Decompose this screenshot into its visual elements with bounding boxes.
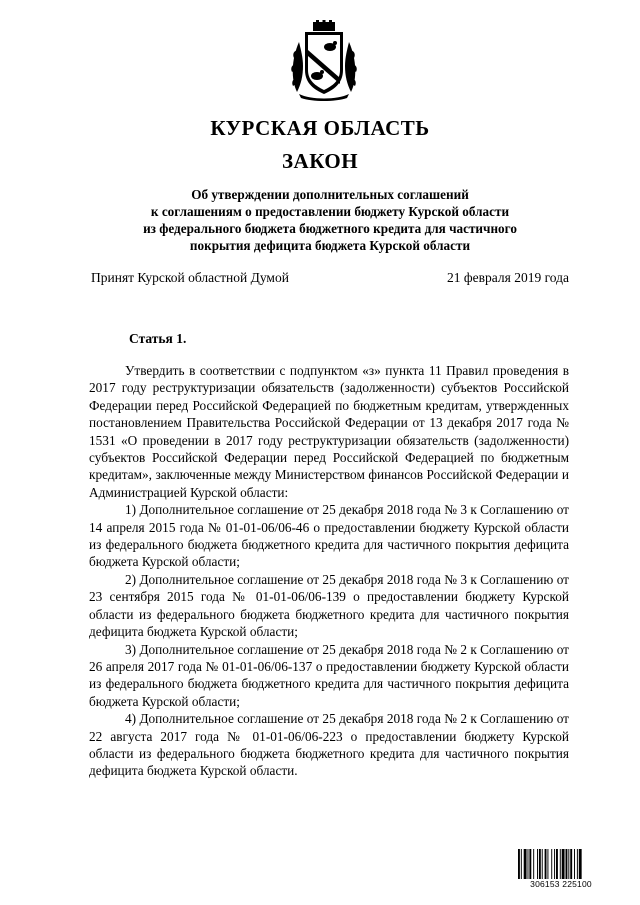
article-body (89, 362, 569, 780)
adoption-line (91, 270, 569, 288)
barcode-number: 306153 225100 (518, 879, 604, 889)
title-line: из федерального бюджета бюджетного кредита для частичного (143, 221, 517, 236)
title-line: к соглашениям о предоставлении бюджету Курской области (150, 204, 510, 219)
list-item: 4) Дополнительное соглашение от 25 декабря 2018 года № 2 к Соглашению от 22 августа 2017 года № 01-01-06/06-223 о предоставлении бюджету Курской области из федерального бюджета бюджетного кредита для частичного покрытия дефицита бюджета Курской области. (89, 711, 569, 779)
region-name: КУРСКАЯ ОБЛАСТЬ (210, 116, 430, 140)
document-title (100, 186, 560, 254)
adopted-by: Принят Курской областной Думой (91, 270, 289, 285)
title-line: Об утверждении дополнительных соглашений (191, 187, 469, 202)
coat-of-arms-icon (289, 20, 359, 102)
title-line: покрытия дефицита бюджета Курской области (189, 238, 471, 253)
adoption-date: 21 февраля 2019 года (447, 270, 569, 285)
list-item: 2) Дополнительное соглашение от 25 декабря 2018 года № 3 к Соглашению от 23 сентября 2015 года № 01-01-06/06-139 о предоставлении бюджету Курской области из федерального бюджета бюджетного кредита для частичного покрытия дефицита бюджета Курской области; (89, 571, 569, 640)
list-item: 1) Дополнительное соглашение от 25 декабря 2018 года № 3 к Соглашению от 14 апреля 2015 года № 01-01-06/06-46 о предоставлении бюджету Курской области из федерального бюджета бюджетного кредита для частичного покрытия дефицита бюджета Курской области; (89, 502, 569, 570)
document-type: ЗАКОН (281, 149, 359, 173)
article-intro: Утвердить в соответствии с подпунктом «з» пункта 11 Правил проведения в 2017 году реструктуризации обязательств (задолженности) субъектов Российской Федерации перед Российской Федерацией по бюджетным кредитам, утвержденных постановлением Правительства Российской Федерации от 13 декабря 2017 года № 1531 «О проведении в 2017 году реструктуризации обязательств (задолженности) субъектов Российской Федерации перед Российской Федерацией по бюджетным кредитам», заключенные между Министерством финансов Российской Федерации и Администрацией Курской области: (89, 363, 569, 500)
list-item: 3) Дополнительное соглашение от 25 декабря 2018 года № 2 к Соглашению от 26 апреля 2017 года № 01-01-06/06-137 о предоставлении бюджету Курской области из федерального бюджета бюджетного кредита для частичного покрытия дефицита бюджета Курской области; (89, 641, 569, 709)
article-heading: Статья 1. (129, 331, 187, 346)
